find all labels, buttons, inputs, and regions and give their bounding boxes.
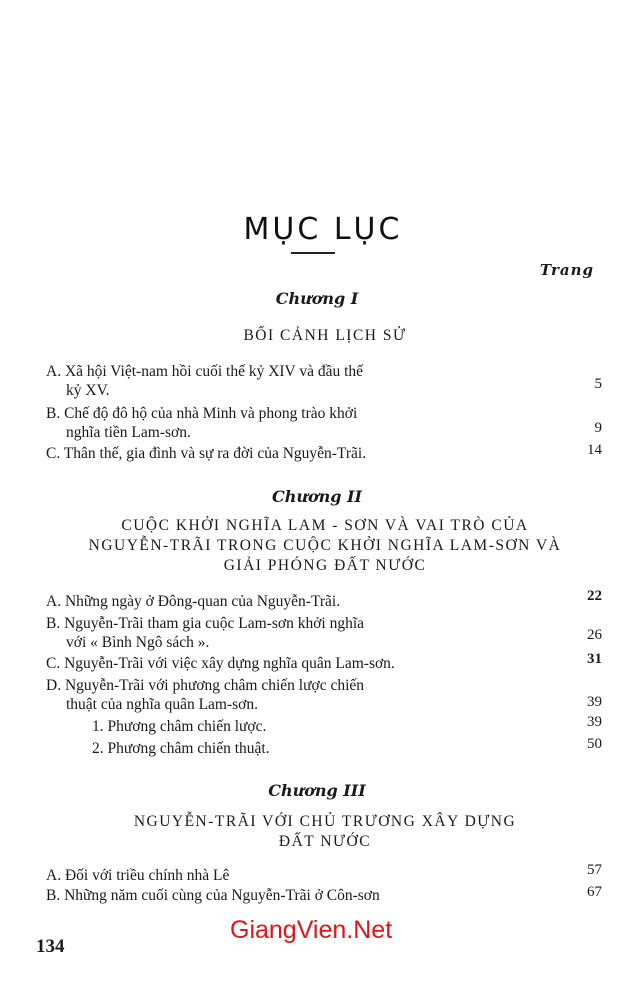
toc-entry-text: D. Nguyễn-Trãi với phương châm chiến lược chiến: [46, 677, 365, 694]
toc-entry-text: A. Những ngày ở Đông-quan của Nguyễn-Trãi.: [46, 593, 341, 610]
toc-entry-text: C. Thân thế, gia đình và sự ra đời của Nguyễn-Trãi.: [46, 445, 367, 462]
chapter-2-heading: [60, 516, 590, 576]
chapter-2-heading-line: NGUYỄN-TRÃI TRONG CUỘC KHỞI NGHĨA LAM-SƠN VÀ: [88, 537, 562, 554]
toc-entry-text: A. Đối với triều chính nhà Lê: [46, 867, 230, 884]
toc-sub-entry[interactable]: 2. Phương châm chiến thuật.: [92, 740, 270, 757]
toc-entry-text: A. Xã hội Việt-nam hồi cuối thế kỷ XIV và đầu thế: [46, 363, 364, 380]
toc-page-number: 22: [587, 588, 602, 604]
chapter-3-heading-line: ĐẤT NƯỚC: [278, 833, 372, 850]
toc-entry[interactable]: [46, 654, 546, 673]
chapter-3-heading: [60, 812, 590, 852]
toc-entry-text-cont: thuật của nghĩa quân Lam-sơn.: [66, 696, 258, 713]
watermark: GiangVien.Net: [230, 916, 393, 944]
toc-page-number: 14: [587, 442, 602, 458]
chapter-3-label: Chương III: [268, 781, 366, 800]
chapter-2-heading-line: GIẢI PHÓNG ĐẤT NƯỚC: [223, 557, 427, 574]
toc-entry[interactable]: [46, 362, 546, 400]
toc-page-number: 57: [587, 862, 602, 878]
toc-entry-text: B. Những năm cuối cùng của Nguyễn-Trãi ở Côn-sơn: [46, 887, 380, 904]
page-column-label: Trang: [539, 261, 594, 279]
toc-entry-text-cont: nghĩa tiền Lam-sơn.: [66, 424, 191, 441]
toc-entry-text-cont: kỷ XV.: [66, 382, 110, 399]
toc-page-number: 9: [594, 420, 602, 436]
toc-page-number: 31: [587, 651, 602, 667]
toc-entry[interactable]: [46, 676, 546, 714]
toc-page-number: 26: [587, 627, 602, 643]
chapter-3-heading-line: NGUYỄN-TRÃI VỚI CHỦ TRƯƠNG XÂY DỰNG: [133, 813, 517, 830]
toc-entry[interactable]: [46, 614, 546, 652]
chapter-1-label: Chương I: [275, 289, 359, 308]
toc-entry[interactable]: [46, 866, 546, 885]
toc-entry-text: B. Nguyễn-Trãi tham gia cuộc Lam-sơn khởi nghĩa: [46, 615, 365, 632]
chapter-2-heading-line: CUỘC KHỞI NGHĨA LAM - SƠN VÀ VAI TRÒ CỦA: [121, 517, 529, 534]
toc-page-number: 39: [587, 694, 602, 710]
toc-entry-text-cont: với « Bình Ngô sách ».: [66, 634, 210, 651]
toc-entry-text: B. Chế độ đô hộ của nhà Minh và phong trào khởi: [46, 405, 358, 422]
toc-sub-entry[interactable]: 1. Phương châm chiến lược.: [92, 718, 267, 735]
chapter-1-heading: BỐI CẢNH LỊCH SỬ: [243, 327, 407, 344]
toc-page-number: 67: [587, 884, 602, 900]
toc-page-number: 5: [594, 376, 602, 392]
toc-entry[interactable]: [46, 592, 546, 611]
toc-entry[interactable]: [46, 404, 546, 442]
page-title: MỤC LỤC: [243, 212, 403, 247]
title-underline: [291, 252, 335, 254]
chapter-2-label: Chương II: [271, 487, 363, 506]
toc-entry[interactable]: [46, 444, 546, 463]
toc-page-number: 39: [587, 714, 602, 730]
toc-page-number: 50: [587, 736, 602, 752]
toc-entry[interactable]: [46, 886, 546, 905]
folio-page-number: 134: [36, 936, 65, 957]
toc-entry-text: C. Nguyễn-Trãi với việc xây dựng nghĩa quân Lam-sơn.: [46, 655, 395, 672]
